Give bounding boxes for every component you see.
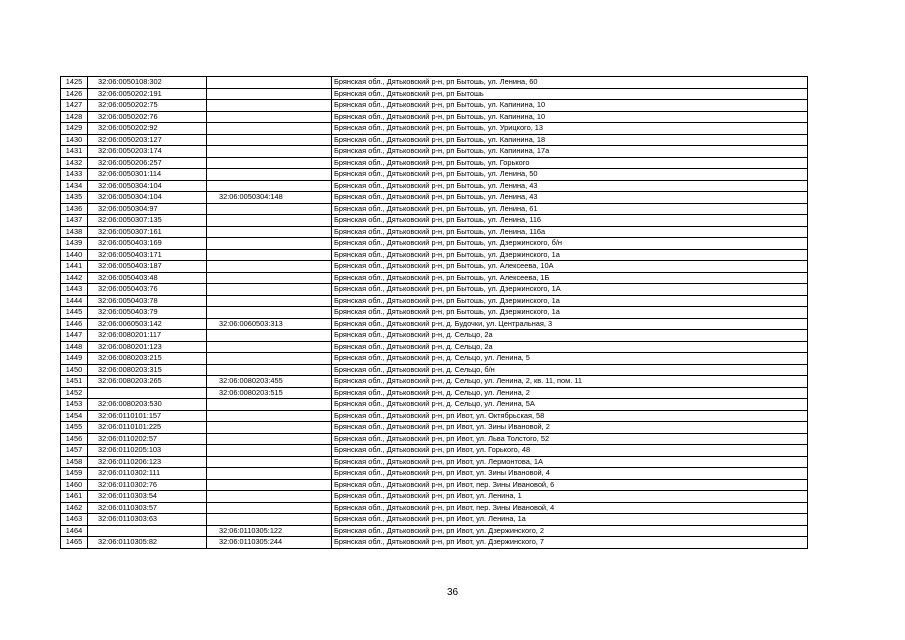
related-cadastral-number-cell bbox=[207, 341, 332, 353]
table-row bbox=[61, 387, 808, 399]
related-cadastral-number-cell bbox=[207, 445, 332, 457]
row-number-cell: 1461 bbox=[61, 491, 88, 503]
table-row bbox=[61, 215, 808, 227]
related-cadastral-number-cell bbox=[207, 479, 332, 491]
row-number-cell: 1451 bbox=[61, 376, 88, 388]
related-cadastral-number-cell bbox=[207, 410, 332, 422]
table-row bbox=[61, 422, 808, 434]
cadastral-number-cell: 32:06:0060503:142 bbox=[88, 318, 207, 330]
related-cadastral-number-cell: 32:06:0080203:515 bbox=[207, 387, 332, 399]
table-row bbox=[61, 376, 808, 388]
related-cadastral-number-cell bbox=[207, 491, 332, 503]
cadastral-number-cell: 32:06:0050304:97 bbox=[88, 203, 207, 215]
table-row bbox=[61, 249, 808, 261]
cadastral-number-cell: 32:06:0050403:79 bbox=[88, 307, 207, 319]
cadastral-number-cell: 32:06:0110205:103 bbox=[88, 445, 207, 457]
row-number-cell: 1456 bbox=[61, 433, 88, 445]
address-cell: Брянская обл., Дятьковский р-н, рп Бытошь, ул. Дзержинского, б/н bbox=[332, 238, 808, 250]
row-number-cell: 1429 bbox=[61, 123, 88, 135]
related-cadastral-number-cell bbox=[207, 272, 332, 284]
related-cadastral-number-cell bbox=[207, 180, 332, 192]
address-cell: Брянская обл., Дятьковский р-н, рп Ивот, ул. Зины Ивановой, 4 bbox=[332, 468, 808, 480]
related-cadastral-number-cell: 32:06:0060503:313 bbox=[207, 318, 332, 330]
row-number-cell: 1428 bbox=[61, 111, 88, 123]
row-number-cell: 1462 bbox=[61, 502, 88, 514]
row-number-cell: 1431 bbox=[61, 146, 88, 158]
cadastral-number-cell: 32:06:0050206:257 bbox=[88, 157, 207, 169]
address-cell: Брянская обл., Дятьковский р-н, рп Ивот, пер. Зины Ивановой, 6 bbox=[332, 479, 808, 491]
table-row bbox=[61, 203, 808, 215]
address-cell: Брянская обл., Дятьковский р-н, рп Бытошь, ул. Алексеева, 1Б bbox=[332, 272, 808, 284]
row-number-cell: 1463 bbox=[61, 514, 88, 526]
cadastral-number-cell: 32:06:0050202:92 bbox=[88, 123, 207, 135]
table-row bbox=[61, 468, 808, 480]
row-number-cell: 1433 bbox=[61, 169, 88, 181]
table-row bbox=[61, 502, 808, 514]
cadastral-number-cell: 32:06:0080203:315 bbox=[88, 364, 207, 376]
table-row bbox=[61, 537, 808, 549]
cadastral-number-cell: 32:06:0080203:215 bbox=[88, 353, 207, 365]
address-cell: Брянская обл., Дятьковский р-н, д. Сельцо, 2а bbox=[332, 341, 808, 353]
address-cell: Брянская обл., Дятьковский р-н, рп Бытошь, ул. Алексеева, 10А bbox=[332, 261, 808, 273]
related-cadastral-number-cell: 32:06:0050304:148 bbox=[207, 192, 332, 204]
cadastral-number-cell: 32:06:0110303:63 bbox=[88, 514, 207, 526]
table-row bbox=[61, 284, 808, 296]
cadastral-number-cell: 32:06:0050304:104 bbox=[88, 192, 207, 204]
address-cell: Брянская обл., Дятьковский р-н, рп Бытошь, ул. Дзержинского, 1а bbox=[332, 307, 808, 319]
table-row bbox=[61, 100, 808, 112]
related-cadastral-number-cell bbox=[207, 226, 332, 238]
address-cell: Брянская обл., Дятьковский р-н, рп Бытошь, ул. Капинина, 10 bbox=[332, 111, 808, 123]
cadastral-number-cell: 32:06:0050403:48 bbox=[88, 272, 207, 284]
row-number-cell: 1444 bbox=[61, 295, 88, 307]
address-cell: Брянская обл., Дятьковский р-н, д. Будочки, ул. Центральная, 3 bbox=[332, 318, 808, 330]
address-cell: Брянская обл., Дятьковский р-н, рп Ивот, ул. Октябрьская, 58 bbox=[332, 410, 808, 422]
table-row bbox=[61, 272, 808, 284]
row-number-cell: 1437 bbox=[61, 215, 88, 227]
table-row bbox=[61, 456, 808, 468]
cadastral-number-cell: 32:06:0080201:123 bbox=[88, 341, 207, 353]
table-row bbox=[61, 307, 808, 319]
cadastral-number-cell: 32:06:0110101:225 bbox=[88, 422, 207, 434]
table-row bbox=[61, 88, 808, 100]
table-body bbox=[61, 77, 808, 549]
table-row bbox=[61, 433, 808, 445]
address-cell: Брянская обл., Дятьковский р-н, рп Бытошь, ул. Капинина, 18 bbox=[332, 134, 808, 146]
row-number-cell: 1446 bbox=[61, 318, 88, 330]
address-cell: Брянская обл., Дятьковский р-н, рп Бытошь, ул. Горького bbox=[332, 157, 808, 169]
address-cell: Брянская обл., Дятьковский р-н, рп Бытошь, ул. Урицкого, 13 bbox=[332, 123, 808, 135]
address-cell: Брянская обл., Дятьковский р-н, д. Сельцо, ул. Ленина, 2 bbox=[332, 387, 808, 399]
cadastral-number-cell: 32:06:0080203:530 bbox=[88, 399, 207, 411]
cadastral-number-cell bbox=[88, 387, 207, 399]
table-row bbox=[61, 238, 808, 250]
related-cadastral-number-cell bbox=[207, 238, 332, 250]
address-cell: Брянская обл., Дятьковский р-н, рп Ивот, ул. Горького, 48 bbox=[332, 445, 808, 457]
row-number-cell: 1438 bbox=[61, 226, 88, 238]
address-cell: Брянская обл., Дятьковский р-н, рп Ивот, ул. Дзержинского, 7 bbox=[332, 537, 808, 549]
related-cadastral-number-cell bbox=[207, 215, 332, 227]
table-row bbox=[61, 445, 808, 457]
address-cell: Брянская обл., Дятьковский р-н, д. Сельцо, ул. Ленина, 2, кв. 11, пом. 11 bbox=[332, 376, 808, 388]
cadastral-number-cell: 32:06:0110302:111 bbox=[88, 468, 207, 480]
related-cadastral-number-cell: 32:06:0110305:244 bbox=[207, 537, 332, 549]
cadastral-number-cell: 32:06:0110305:82 bbox=[88, 537, 207, 549]
row-number-cell: 1445 bbox=[61, 307, 88, 319]
row-number-cell: 1450 bbox=[61, 364, 88, 376]
address-cell: Брянская обл., Дятьковский р-н, рп Бытошь, ул. Капинина, 10 bbox=[332, 100, 808, 112]
related-cadastral-number-cell: 32:06:0110305:122 bbox=[207, 525, 332, 537]
table-row bbox=[61, 77, 808, 89]
related-cadastral-number-cell bbox=[207, 157, 332, 169]
related-cadastral-number-cell bbox=[207, 295, 332, 307]
table-row bbox=[61, 525, 808, 537]
cadastral-number-cell: 32:06:0050403:76 bbox=[88, 284, 207, 296]
row-number-cell: 1443 bbox=[61, 284, 88, 296]
cadastral-number-cell bbox=[88, 525, 207, 537]
cadastral-number-cell: 32:06:0050403:78 bbox=[88, 295, 207, 307]
address-cell: Брянская обл., Дятьковский р-н, рп Бытошь, ул. Ленина, 61 bbox=[332, 203, 808, 215]
related-cadastral-number-cell bbox=[207, 502, 332, 514]
row-number-cell: 1447 bbox=[61, 330, 88, 342]
row-number-cell: 1436 bbox=[61, 203, 88, 215]
table-row bbox=[61, 180, 808, 192]
cadastral-number-cell: 32:06:0110206:123 bbox=[88, 456, 207, 468]
address-cell: Брянская обл., Дятьковский р-н, рп Бытошь, ул. Ленина, 50 bbox=[332, 169, 808, 181]
row-number-cell: 1453 bbox=[61, 399, 88, 411]
related-cadastral-number-cell bbox=[207, 249, 332, 261]
related-cadastral-number-cell bbox=[207, 307, 332, 319]
table-row bbox=[61, 410, 808, 422]
address-cell: Брянская обл., Дятьковский р-н, рп Бытошь, ул. Дзержинского, 1А bbox=[332, 284, 808, 296]
cadastral-number-cell: 32:06:0110202:57 bbox=[88, 433, 207, 445]
related-cadastral-number-cell bbox=[207, 111, 332, 123]
table-row bbox=[61, 146, 808, 158]
address-cell: Брянская обл., Дятьковский р-н, рп Бытошь, ул. Дзержинского, 1а bbox=[332, 249, 808, 261]
table-row bbox=[61, 226, 808, 238]
row-number-cell: 1440 bbox=[61, 249, 88, 261]
address-cell: Брянская обл., Дятьковский р-н, рп Бытошь, ул. Ленина, 60 bbox=[332, 77, 808, 89]
cadastral-number-cell: 32:06:0050108:302 bbox=[88, 77, 207, 89]
cadastral-number-cell: 32:06:0050307:135 bbox=[88, 215, 207, 227]
row-number-cell: 1448 bbox=[61, 341, 88, 353]
cadastral-number-cell: 32:06:0050301:114 bbox=[88, 169, 207, 181]
related-cadastral-number-cell bbox=[207, 146, 332, 158]
address-cell: Брянская обл., Дятьковский р-н, рп Бытошь, ул. Ленина, 116а bbox=[332, 226, 808, 238]
address-cell: Брянская обл., Дятьковский р-н, рп Ивот, пер. Зины Ивановой, 4 bbox=[332, 502, 808, 514]
cadastral-number-cell: 32:06:0050307:161 bbox=[88, 226, 207, 238]
related-cadastral-number-cell bbox=[207, 456, 332, 468]
row-number-cell: 1459 bbox=[61, 468, 88, 480]
related-cadastral-number-cell bbox=[207, 169, 332, 181]
address-cell: Брянская обл., Дятьковский р-н, рп Бытошь, ул. Дзержинского, 1а bbox=[332, 295, 808, 307]
row-number-cell: 1458 bbox=[61, 456, 88, 468]
related-cadastral-number-cell bbox=[207, 261, 332, 273]
table-row bbox=[61, 169, 808, 181]
address-cell: Брянская обл., Дятьковский р-н, д. Сельцо, ул. Ленина, 5 bbox=[332, 353, 808, 365]
related-cadastral-number-cell bbox=[207, 88, 332, 100]
table-row bbox=[61, 479, 808, 491]
row-number-cell: 1441 bbox=[61, 261, 88, 273]
cadastral-number-cell: 32:06:0050202:76 bbox=[88, 111, 207, 123]
table-row bbox=[61, 399, 808, 411]
related-cadastral-number-cell bbox=[207, 433, 332, 445]
row-number-cell: 1425 bbox=[61, 77, 88, 89]
table-row bbox=[61, 491, 808, 503]
cadastral-number-cell: 32:06:0050403:171 bbox=[88, 249, 207, 261]
row-number-cell: 1432 bbox=[61, 157, 88, 169]
row-number-cell: 1452 bbox=[61, 387, 88, 399]
table-row bbox=[61, 123, 808, 135]
table-row bbox=[61, 514, 808, 526]
row-number-cell: 1460 bbox=[61, 479, 88, 491]
related-cadastral-number-cell bbox=[207, 353, 332, 365]
row-number-cell: 1457 bbox=[61, 445, 88, 457]
row-number-cell: 1430 bbox=[61, 134, 88, 146]
related-cadastral-number-cell bbox=[207, 514, 332, 526]
address-cell: Брянская обл., Дятьковский р-н, рп Бытошь, ул. Ленина, 43 bbox=[332, 192, 808, 204]
cadastral-number-cell: 32:06:0080203:265 bbox=[88, 376, 207, 388]
table-row bbox=[61, 261, 808, 273]
related-cadastral-number-cell bbox=[207, 364, 332, 376]
related-cadastral-number-cell bbox=[207, 330, 332, 342]
related-cadastral-number-cell bbox=[207, 100, 332, 112]
address-cell: Брянская обл., Дятьковский р-н, рп Ивот, ул. Лермонтова, 1А bbox=[332, 456, 808, 468]
row-number-cell: 1435 bbox=[61, 192, 88, 204]
related-cadastral-number-cell bbox=[207, 422, 332, 434]
related-cadastral-number-cell: 32:06:0080203:455 bbox=[207, 376, 332, 388]
address-cell: Брянская обл., Дятьковский р-н, д. Сельцо, б/н bbox=[332, 364, 808, 376]
cadastral-number-cell: 32:06:0050403:169 bbox=[88, 238, 207, 250]
row-number-cell: 1465 bbox=[61, 537, 88, 549]
row-number-cell: 1427 bbox=[61, 100, 88, 112]
address-cell: Брянская обл., Дятьковский р-н, рп Ивот, ул. Дзержинского, 2 bbox=[332, 525, 808, 537]
related-cadastral-number-cell bbox=[207, 284, 332, 296]
table-row bbox=[61, 341, 808, 353]
related-cadastral-number-cell bbox=[207, 468, 332, 480]
cadastral-number-cell: 32:06:0050202:191 bbox=[88, 88, 207, 100]
cadastral-number-cell: 32:06:0050202:75 bbox=[88, 100, 207, 112]
table-row bbox=[61, 157, 808, 169]
property-table bbox=[60, 76, 808, 549]
row-number-cell: 1442 bbox=[61, 272, 88, 284]
address-cell: Брянская обл., Дятьковский р-н, д. Сельцо, 2а bbox=[332, 330, 808, 342]
address-cell: Брянская обл., Дятьковский р-н, рп Ивот, ул. Льва Толстого, 52 bbox=[332, 433, 808, 445]
row-number-cell: 1455 bbox=[61, 422, 88, 434]
address-cell: Брянская обл., Дятьковский р-н, рп Ивот, ул. Ленина, 1а bbox=[332, 514, 808, 526]
cadastral-number-cell: 32:06:0110302:76 bbox=[88, 479, 207, 491]
cadastral-number-cell: 32:06:0110303:57 bbox=[88, 502, 207, 514]
related-cadastral-number-cell bbox=[207, 203, 332, 215]
related-cadastral-number-cell bbox=[207, 77, 332, 89]
cadastral-number-cell: 32:06:0110101:157 bbox=[88, 410, 207, 422]
related-cadastral-number-cell bbox=[207, 134, 332, 146]
table-row bbox=[61, 318, 808, 330]
page-number: 36 bbox=[446, 587, 459, 598]
address-cell: Брянская обл., Дятьковский р-н, рп Ивот, ул. Зины Ивановой, 2 bbox=[332, 422, 808, 434]
address-cell: Брянская обл., Дятьковский р-н, рп Бытошь bbox=[332, 88, 808, 100]
cadastral-number-cell: 32:06:0110303:54 bbox=[88, 491, 207, 503]
cadastral-number-cell: 32:06:0050304:104 bbox=[88, 180, 207, 192]
table-row bbox=[61, 111, 808, 123]
address-cell: Брянская обл., Дятьковский р-н, рп Бытошь, ул. Ленина, 116 bbox=[332, 215, 808, 227]
table-row bbox=[61, 192, 808, 204]
row-number-cell: 1439 bbox=[61, 238, 88, 250]
row-number-cell: 1464 bbox=[61, 525, 88, 537]
address-cell: Брянская обл., Дятьковский р-н, рп Бытошь, ул. Капинина, 17а bbox=[332, 146, 808, 158]
table-row bbox=[61, 330, 808, 342]
document-page bbox=[60, 76, 808, 549]
table-row bbox=[61, 364, 808, 376]
table-row bbox=[61, 353, 808, 365]
row-number-cell: 1454 bbox=[61, 410, 88, 422]
address-cell: Брянская обл., Дятьковский р-н, рп Бытошь, ул. Ленина, 43 bbox=[332, 180, 808, 192]
address-cell: Брянская обл., Дятьковский р-н, рп Ивот, ул. Ленина, 1 bbox=[332, 491, 808, 503]
cadastral-number-cell: 32:06:0050203:174 bbox=[88, 146, 207, 158]
row-number-cell: 1434 bbox=[61, 180, 88, 192]
cadastral-number-cell: 32:06:0050203:127 bbox=[88, 134, 207, 146]
table-row bbox=[61, 134, 808, 146]
cadastral-number-cell: 32:06:0050403:187 bbox=[88, 261, 207, 273]
cadastral-number-cell: 32:06:0080201:117 bbox=[88, 330, 207, 342]
table-row bbox=[61, 295, 808, 307]
row-number-cell: 1426 bbox=[61, 88, 88, 100]
address-cell: Брянская обл., Дятьковский р-н, д. Сельцо, ул. Ленина, 5А bbox=[332, 399, 808, 411]
row-number-cell: 1449 bbox=[61, 353, 88, 365]
related-cadastral-number-cell bbox=[207, 123, 332, 135]
related-cadastral-number-cell bbox=[207, 399, 332, 411]
